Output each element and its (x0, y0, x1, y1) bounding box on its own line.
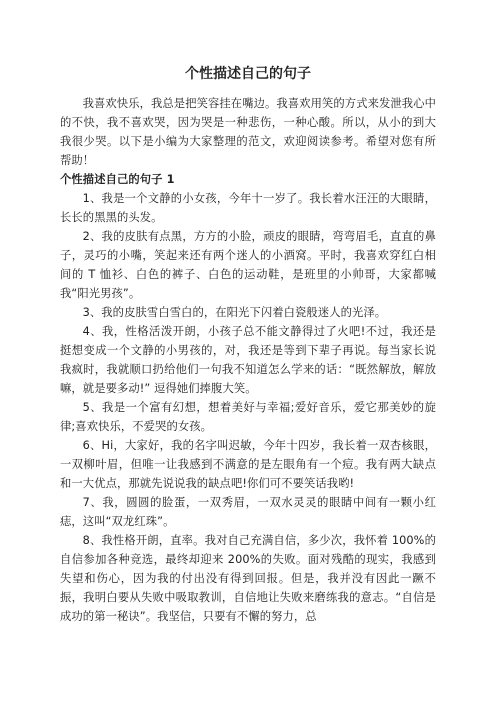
document-title: 个性描述自己的句子 (185, 66, 311, 82)
document-body (60, 94, 436, 626)
list-item: 6、Hi，大家好，我的名字叫迟敏，今年十四岁，我长着一双杏核眼，一双柳叶眉，但唯一让我感到不满意的是左眼角有一个痘。我有两大缺点和一大优点，那就先说说我的缺点吧!你们可不要笑话我哟! (60, 439, 436, 490)
list-item: 1、我是一个文静的小女孩，今年十一岁了。我长着水汪汪的大眼睛，长长的黑黑的头发。 (60, 192, 436, 224)
list-item: 7、我，圆圆的脸蛋，一双秀眉，一双水灵灵的眼睛中间有一颗小红痣，这叫“双龙红珠”。 (60, 496, 436, 528)
list-item: 5、我是一个富有幻想，想着美好与幸福;爱好音乐，爱它那美妙的旋律;喜欢快乐，不爱哭的女孩。 (60, 401, 436, 433)
list-item: 3、我的皮肤雪白雪白的，在阳光下闪着白瓷般迷人的光泽。 (82, 306, 387, 319)
section-heading: 个性描述自己的句子 1 (60, 173, 175, 186)
list-item: 2、我的皮肤有点黑，方方的小脸，顽皮的眼睛，弯弯眉毛，直直的鼻子，灵巧的小嘴，笑起来还有两个迷人的小酒窝。平时，我喜欢穿红白相间的 T 恤衫、白色的裤子、白色的运动鞋，是班里的小帅哥，大家都喊我“阳光男孩”。 (60, 230, 436, 300)
intro-paragraph: 我喜欢快乐，我总是把笑容挂在嘴边。我喜欢用笑的方式来发泄我心中的不快，我不喜欢哭，因为哭是一种悲伤，一种心酸。所以，从小的到大我很少哭。以下是小编为大家整理的范文，欢迎阅读参考。希望对您有所帮助！ (60, 97, 436, 167)
list-item: 4、我，性格活泼开朗，小孩子总不能文静得过了火吧!不过，我还是挺想变成一个文静的小男孩的，对，我还是等到下辈子再说。每当家长说我疯时，我就顺口扔给他们一句我不知道怎么学来的话：“既然解放，解放嘛，就是要多动!” 逗得她们捧腹大笑。 (60, 325, 436, 395)
list-item: 8、我性格开朗，直率。我对自己充满自信，多少次，我怀着 100%的自信参加各种竞选，最终却迎来 200%的失败。面对残酷的现实，我感到失望和伤心，因为我的付出没有得到回报。但是，我并没有因此一蹶不振，我明白要从失败中吸取教训，自信地让失败来磨练我的意志。“自信是成功的第一秘诀”。我坚信，只要有不懈的努力，总 (60, 534, 436, 623)
